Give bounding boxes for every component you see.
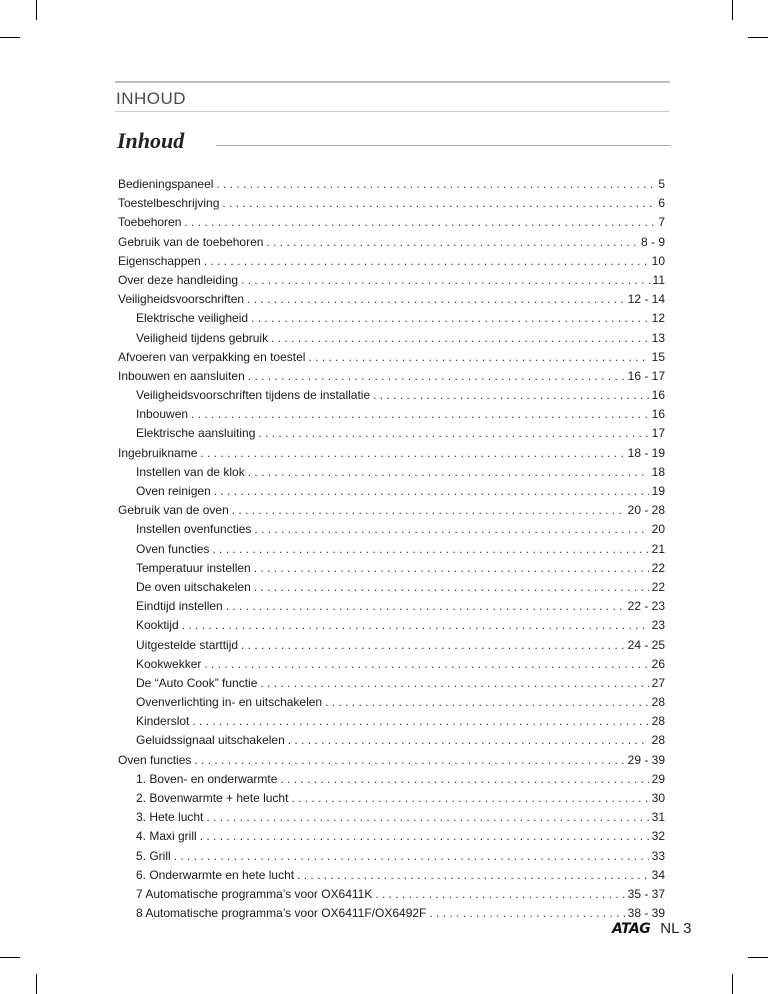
toc-entry-page: 29 xyxy=(651,771,665,786)
crop-mark xyxy=(748,37,768,38)
toc-entry[interactable] xyxy=(118,463,665,482)
toc-entry-page: 7 xyxy=(658,215,665,230)
toc-entry-page: 13 xyxy=(651,330,665,345)
toc-entry-title: 4. Maxi grill xyxy=(136,829,197,844)
toc-entry-title: Temperatuur instellen xyxy=(136,560,251,575)
section-label: INHOUD xyxy=(116,89,187,108)
toc-entry-page: 18 - 19 xyxy=(627,445,665,460)
toc-entry[interactable] xyxy=(118,213,665,232)
toc-entry-page: 20 - 28 xyxy=(627,503,665,518)
toc-entry[interactable] xyxy=(118,405,665,424)
toc-entry-page: 15 xyxy=(651,349,665,364)
toc-entry-page: 28 xyxy=(651,733,665,748)
toc-entry-title: Oven functies xyxy=(118,752,192,767)
toc-entry-title: Bedieningspaneel xyxy=(118,177,214,191)
toc-entry-title: Kinderslot xyxy=(136,714,190,729)
toc-leader-dots xyxy=(214,482,649,501)
table-of-contents xyxy=(118,175,665,923)
toc-leader-dots xyxy=(254,559,649,578)
toc-entry[interactable] xyxy=(118,770,665,789)
page-number: NL 3 xyxy=(660,920,692,937)
toc-entry-title: Oven functies xyxy=(136,541,210,556)
toc-entry[interactable] xyxy=(118,904,665,923)
toc-leader-dots xyxy=(226,597,625,616)
toc-entry-title: Over deze handleiding xyxy=(118,272,239,287)
toc-leader-dots xyxy=(206,808,648,827)
toc-entry-page: 28 xyxy=(651,714,665,729)
toc-entry-page: 28 xyxy=(651,695,665,710)
toc-entry-title: Eindtijd instellen xyxy=(136,599,223,614)
toc-entry-page: 32 xyxy=(651,829,665,844)
toc-entry[interactable] xyxy=(118,885,665,904)
toc-entry-page: 22 - 23 xyxy=(627,599,665,614)
header-rule xyxy=(115,81,670,83)
toc-entry-title: Oven reinigen xyxy=(136,484,211,498)
toc-entry-title: Eigenschappen xyxy=(118,253,201,268)
toc-entry-page: 29 - 39 xyxy=(627,752,665,767)
toc-entry-title: 6. Onderwarmte en hete lucht xyxy=(136,867,295,882)
toc-leader-dots xyxy=(288,731,649,750)
toc-entry-page: 16 xyxy=(651,407,665,422)
crop-mark xyxy=(36,974,37,994)
toc-entry-title: Elektrische aansluiting xyxy=(136,426,256,441)
toc-entry[interactable] xyxy=(118,578,665,597)
toc-entry[interactable] xyxy=(118,693,665,712)
toc-entry[interactable] xyxy=(118,367,665,386)
toc-entry-page: 31 xyxy=(651,810,665,825)
toc-entry-title: 8 Automatische programma’s voor OX6411F/OX6492F xyxy=(136,906,427,921)
toc-entry-page: 26 xyxy=(651,656,665,671)
crop-mark xyxy=(0,37,20,38)
toc-entry-title: Gebruik van de oven xyxy=(118,503,229,518)
toc-entry-title: Toebehoren xyxy=(118,215,182,230)
toc-leader-dots xyxy=(241,271,649,290)
toc-leader-dots xyxy=(222,194,655,213)
toc-entry[interactable] xyxy=(118,655,665,674)
toc-leader-dots xyxy=(429,904,624,923)
toc-entry-page: 24 - 25 xyxy=(627,637,665,652)
toc-leader-dots xyxy=(200,827,649,846)
toc-leader-dots xyxy=(266,233,638,252)
toc-leader-dots xyxy=(241,636,625,655)
toc-entry[interactable] xyxy=(118,789,665,808)
toc-leader-dots xyxy=(297,866,649,885)
toc-entry-page: 16 xyxy=(651,388,665,403)
toc-leader-dots xyxy=(232,501,625,520)
toc-entry[interactable] xyxy=(118,597,665,616)
toc-entry-page: 11 xyxy=(652,272,665,287)
footer xyxy=(612,920,691,937)
toc-entry[interactable] xyxy=(118,501,665,520)
toc-entry-title: 7 Automatische programma’s voor OX6411K xyxy=(136,886,373,901)
toc-entry-page: 17 xyxy=(651,426,665,441)
toc-leader-dots xyxy=(194,751,624,770)
toc-entry-title: Instellen ovenfuncties xyxy=(136,522,252,537)
toc-entry[interactable] xyxy=(118,520,665,539)
toc-entry[interactable] xyxy=(118,540,665,559)
toc-leader-dots xyxy=(192,712,648,731)
toc-entry-title: Afvoeren van verpakking en toestel xyxy=(118,349,306,364)
toc-entry-title: Veiligheidsvoorschriften xyxy=(118,292,245,307)
toc-entry-title: Inbouwen xyxy=(136,407,189,422)
toc-entry[interactable] xyxy=(118,348,665,367)
toc-leader-dots xyxy=(271,329,649,348)
toc-entry[interactable] xyxy=(118,731,665,750)
toc-entry[interactable] xyxy=(118,847,665,866)
toc-entry-page: 12 xyxy=(651,311,665,326)
toc-leader-dots xyxy=(325,693,649,712)
toc-leader-dots xyxy=(216,175,655,194)
toc-entry-title: Elektrische veiligheid xyxy=(136,311,249,326)
toc-entry[interactable] xyxy=(118,559,665,578)
toc-entry-title: Ovenverlichting in- en uitschakelen xyxy=(136,695,323,710)
toc-entry-page: 22 xyxy=(651,579,665,594)
toc-entry[interactable] xyxy=(118,444,665,463)
toc-entry[interactable] xyxy=(118,233,665,252)
toc-entry-page: 22 xyxy=(651,560,665,575)
toc-entry-title: Inbouwen en aansluiten xyxy=(118,368,245,383)
toc-entry-page: 38 - 39 xyxy=(627,906,665,921)
toc-entry-title: Kooktijd xyxy=(136,618,179,633)
toc-leader-dots xyxy=(308,348,648,367)
toc-entry[interactable] xyxy=(118,290,665,309)
toc-entry-page: 21 xyxy=(651,541,665,556)
toc-entry-page: 34 xyxy=(651,867,665,882)
toc-entry-title: Veiligheid tijdens gebruik xyxy=(136,330,269,345)
toc-entry-page: 30 xyxy=(651,791,665,805)
toc-leader-dots xyxy=(247,290,625,309)
crop-mark xyxy=(748,957,768,958)
toc-entry-title: Kookwekker xyxy=(136,656,202,671)
toc-entry[interactable] xyxy=(118,616,665,635)
toc-leader-dots xyxy=(260,674,648,693)
toc-leader-dots xyxy=(280,770,648,789)
toc-entry[interactable] xyxy=(118,309,665,328)
toc-entry-title: De “Auto Cook” functie xyxy=(136,675,258,690)
section-underline xyxy=(115,111,670,112)
toc-entry[interactable] xyxy=(118,827,665,846)
toc-entry-page: 12 - 14 xyxy=(627,292,665,307)
toc-entry-page: 20 xyxy=(651,522,665,537)
toc-entry-title: 5. Grill xyxy=(136,848,171,863)
toc-entry-page: 16 - 17 xyxy=(627,368,665,383)
toc-leader-dots xyxy=(182,616,649,635)
toc-entry-title: Gebruik van de toebehoren xyxy=(118,234,264,249)
toc-entry[interactable] xyxy=(118,329,665,348)
toc-entry-title: Veiligheidsvoorschriften tijdens de installatie xyxy=(136,388,371,403)
toc-leader-dots xyxy=(248,463,649,482)
brand-logo: ATAG xyxy=(612,920,651,937)
toc-leader-dots xyxy=(375,885,624,904)
toc-entry[interactable] xyxy=(118,271,665,290)
toc-entry-title: 2. Bovenwarmte + hete lucht xyxy=(136,791,289,805)
toc-leader-dots xyxy=(191,405,649,424)
toc-leader-dots xyxy=(258,424,648,443)
toc-entry-page: 35 - 37 xyxy=(627,886,665,901)
toc-entry[interactable] xyxy=(118,252,665,271)
toc-entry[interactable] xyxy=(118,194,665,213)
toc-entry-page: 33 xyxy=(651,848,665,863)
toc-entry-title: 3. Hete lucht xyxy=(136,810,204,825)
toc-entry-title: Instellen van de klok xyxy=(136,464,245,479)
toc-entry[interactable] xyxy=(118,712,665,731)
toc-entry-page: 5 xyxy=(658,177,665,191)
toc-entry-page: 18 xyxy=(651,464,665,479)
crop-mark xyxy=(36,0,37,20)
crop-mark xyxy=(0,957,20,958)
toc-leader-dots xyxy=(184,213,655,232)
toc-entry[interactable] xyxy=(118,808,665,827)
toc-leader-dots xyxy=(174,847,649,866)
toc-entry-title: Ingebruikname xyxy=(118,445,198,460)
toc-leader-dots xyxy=(254,578,649,597)
toc-entry-title: Toestelbeschrijving xyxy=(118,196,220,211)
toc-entry[interactable] xyxy=(118,424,665,443)
page-title: Inhoud xyxy=(117,128,185,153)
title-rule xyxy=(216,145,671,146)
toc-entry[interactable] xyxy=(118,175,665,194)
toc-leader-dots xyxy=(204,655,648,674)
toc-entry[interactable] xyxy=(118,386,665,405)
crop-mark xyxy=(732,0,733,20)
toc-entry-title: De oven uitschakelen xyxy=(136,579,251,594)
toc-entry[interactable] xyxy=(118,751,665,770)
toc-entry-page: 19 xyxy=(651,484,665,498)
toc-entry-title: Geluidssignaal uitschakelen xyxy=(136,733,285,748)
toc-entry-page: 8 - 9 xyxy=(640,234,665,249)
toc-entry-title: 1. Boven- en onderwarmte xyxy=(136,771,278,786)
toc-entry-page: 23 xyxy=(651,618,665,633)
toc-entry[interactable] xyxy=(118,636,665,655)
toc-leader-dots xyxy=(204,252,649,271)
crop-mark xyxy=(732,974,733,994)
toc-entry[interactable] xyxy=(118,866,665,885)
toc-leader-dots xyxy=(373,386,649,405)
toc-leader-dots xyxy=(248,367,625,386)
toc-entry[interactable] xyxy=(118,674,665,693)
toc-entry-title: Uitgestelde starttijd xyxy=(136,637,239,652)
toc-entry-page: 27 xyxy=(651,675,665,690)
toc-leader-dots xyxy=(254,520,648,539)
toc-entry-page: 6 xyxy=(658,196,665,211)
toc-leader-dots xyxy=(291,789,648,808)
toc-leader-dots xyxy=(212,540,648,559)
toc-entry[interactable] xyxy=(118,482,665,501)
toc-entry-page: 10 xyxy=(651,253,665,268)
toc-leader-dots xyxy=(200,444,624,463)
toc-leader-dots xyxy=(251,309,649,328)
